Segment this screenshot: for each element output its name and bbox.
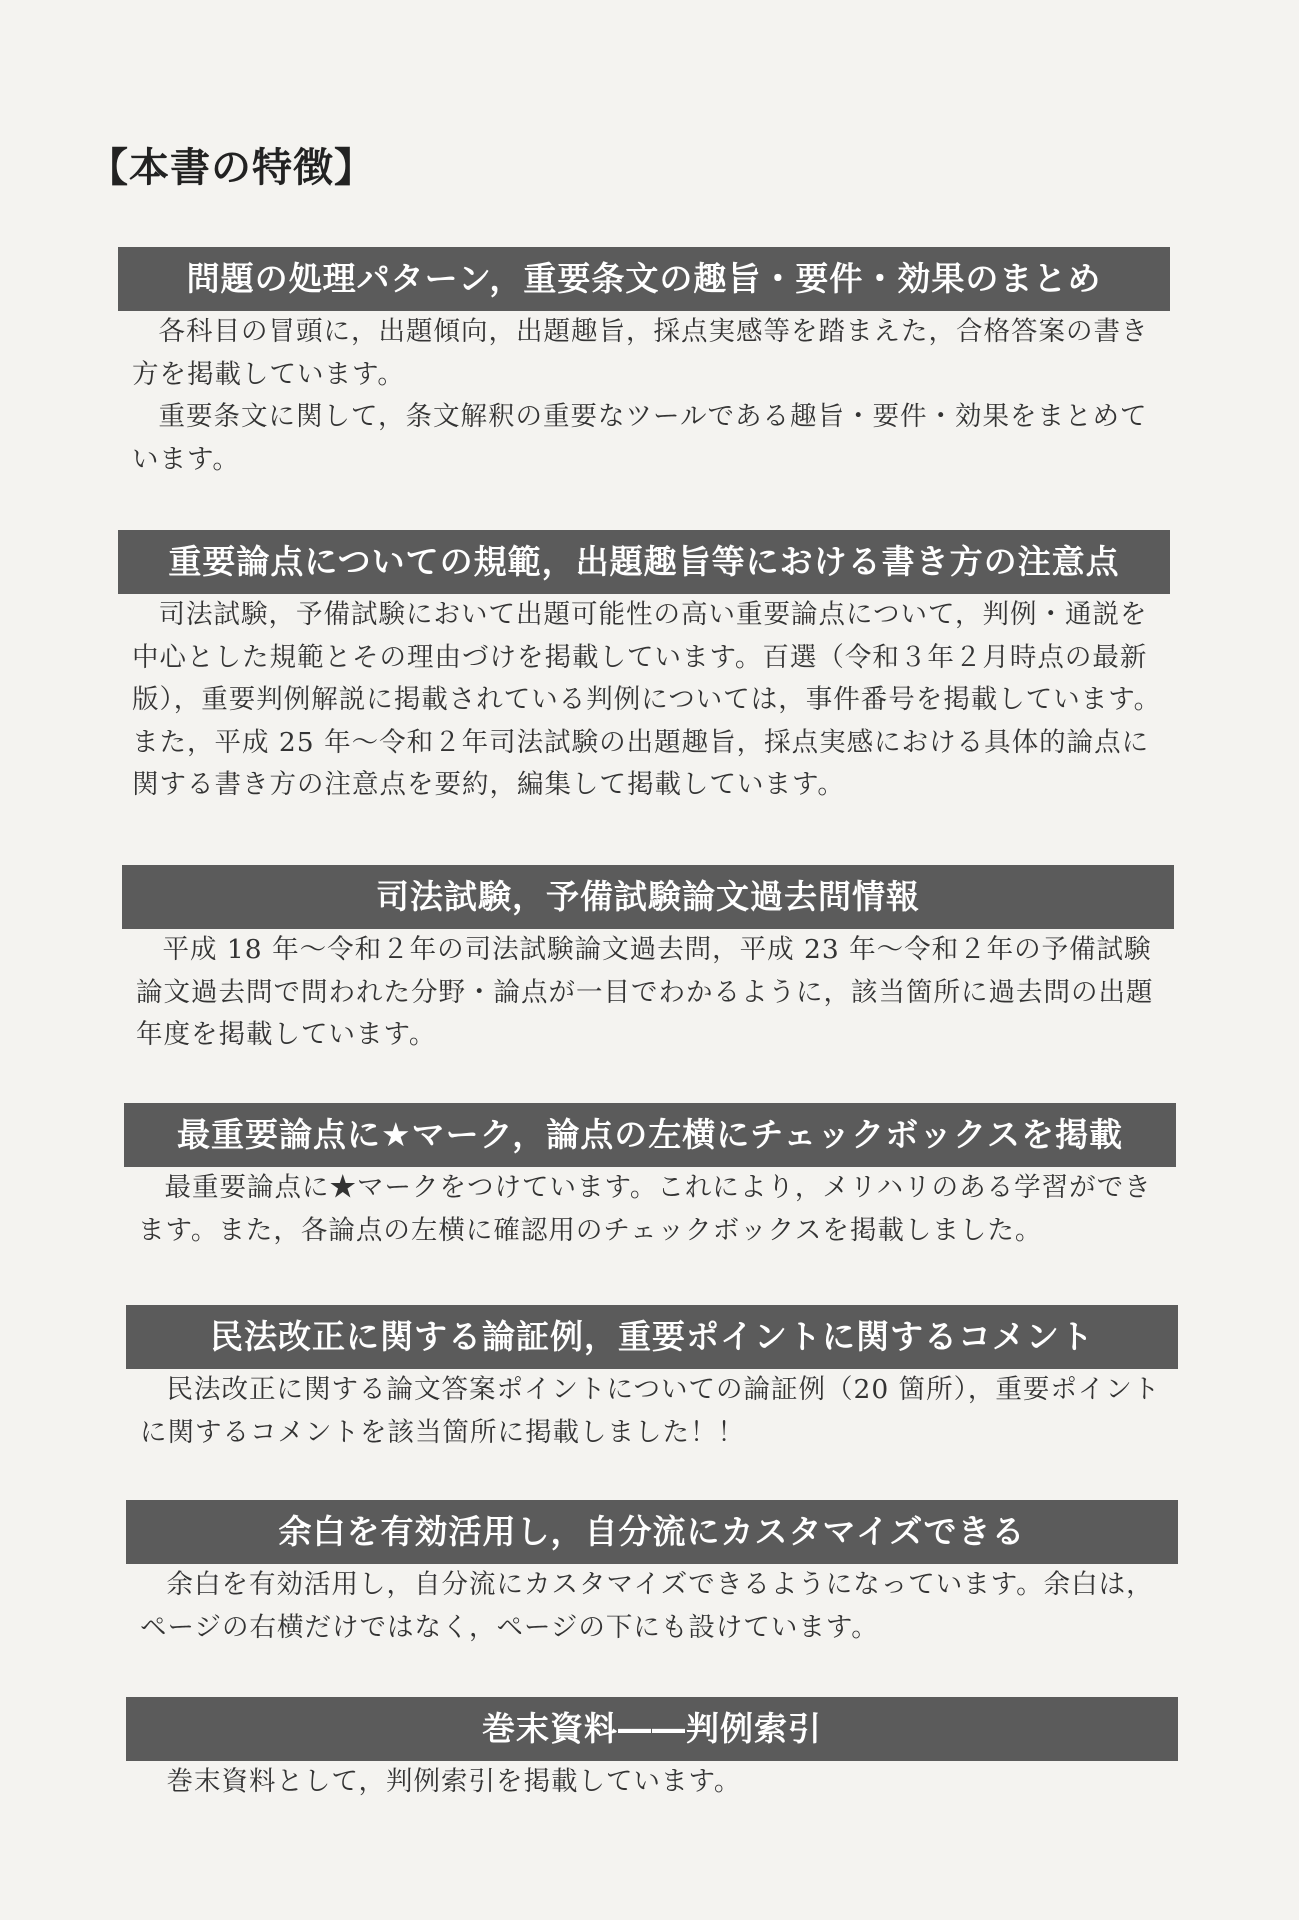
section-body [118, 594, 1170, 807]
section-body [118, 311, 1170, 481]
section-paragraph: 平成 18 年～令和２年の司法試験論文過去問，平成 23 年～令和２年の予備試験論文過去問で問われた分野・論点が一目でわかるように，該当箇所に過去問の出題年度を掲載しています。 [136, 934, 1154, 1050]
section-heading: 問題の処理パターン，重要条文の趣旨・要件・効果のまとめ [118, 247, 1170, 311]
section-body [126, 1369, 1178, 1454]
section-key-issues [118, 530, 1170, 807]
section-paragraph: 各科目の冒頭に，出題傾向，出題趣旨，採点実感等を踏まえた，合格答案の書き方を掲載しています。 [132, 316, 1149, 390]
section-paragraph: 最重要論点に★マークをつけています。これにより，メリハリのある学習ができます。また，各論点の左横に確認用のチェックボックスを掲載しました。 [138, 1172, 1152, 1246]
section-heading: 民法改正に関する論証例，重要ポイントに関するコメント [126, 1305, 1178, 1369]
section-paragraph: 民法改正に関する論文答案ポイントについての論証例（20 箇所），重要ポイントに関するコメントを該当箇所に掲載しました！！ [140, 1374, 1161, 1448]
section-civil-law-reform [126, 1305, 1178, 1454]
section-paragraph: 巻末資料として，判例索引を掲載しています。 [166, 1766, 742, 1797]
page-title: 【本書の特徴】 [88, 145, 375, 191]
section-heading: 巻末資料――判例索引 [126, 1697, 1178, 1761]
section-heading: 最重要論点に★マーク，論点の左横にチェックボックスを掲載 [124, 1103, 1176, 1167]
section-margins [126, 1500, 1178, 1649]
section-body [122, 929, 1174, 1057]
section-paragraph: 司法試験，予備試験において出題可能性の高い重要論点について，判例・通説を中心とした規範とその理由づけを掲載しています。百選（令和３年２月時点の最新版），重要判例解説に掲載されている判例については，事件番号を掲載しています。また，平成 25 年～令和２年司法試験の出題趣旨，採点実感における具体的論点に関する書き方の注意点を要約，編集して掲載しています。 [132, 599, 1162, 800]
section-heading: 重要論点についての規範，出題趣旨等における書き方の注意点 [118, 530, 1170, 594]
section-heading: 司法試験，予備試験論文過去問情報 [122, 865, 1174, 929]
section-body [126, 1564, 1178, 1649]
section-appendix [126, 1697, 1178, 1804]
section-paragraph: 重要条文に関して，条文解釈の重要なツールである趣旨・要件・効果をまとめています。 [132, 401, 1148, 475]
section-body [124, 1167, 1176, 1252]
section-star-marks [124, 1103, 1176, 1252]
section-processing-patterns [118, 247, 1170, 481]
section-heading: 余白を有効活用し，自分流にカスタマイズできる [126, 1500, 1178, 1564]
section-past-exams [122, 865, 1174, 1057]
section-paragraph: 余白を有効活用し，自分流にカスタマイズできるようになっています。余白は，ページの右横だけではなく，ページの下にも設けています。 [140, 1569, 1154, 1643]
section-body [126, 1761, 1178, 1804]
